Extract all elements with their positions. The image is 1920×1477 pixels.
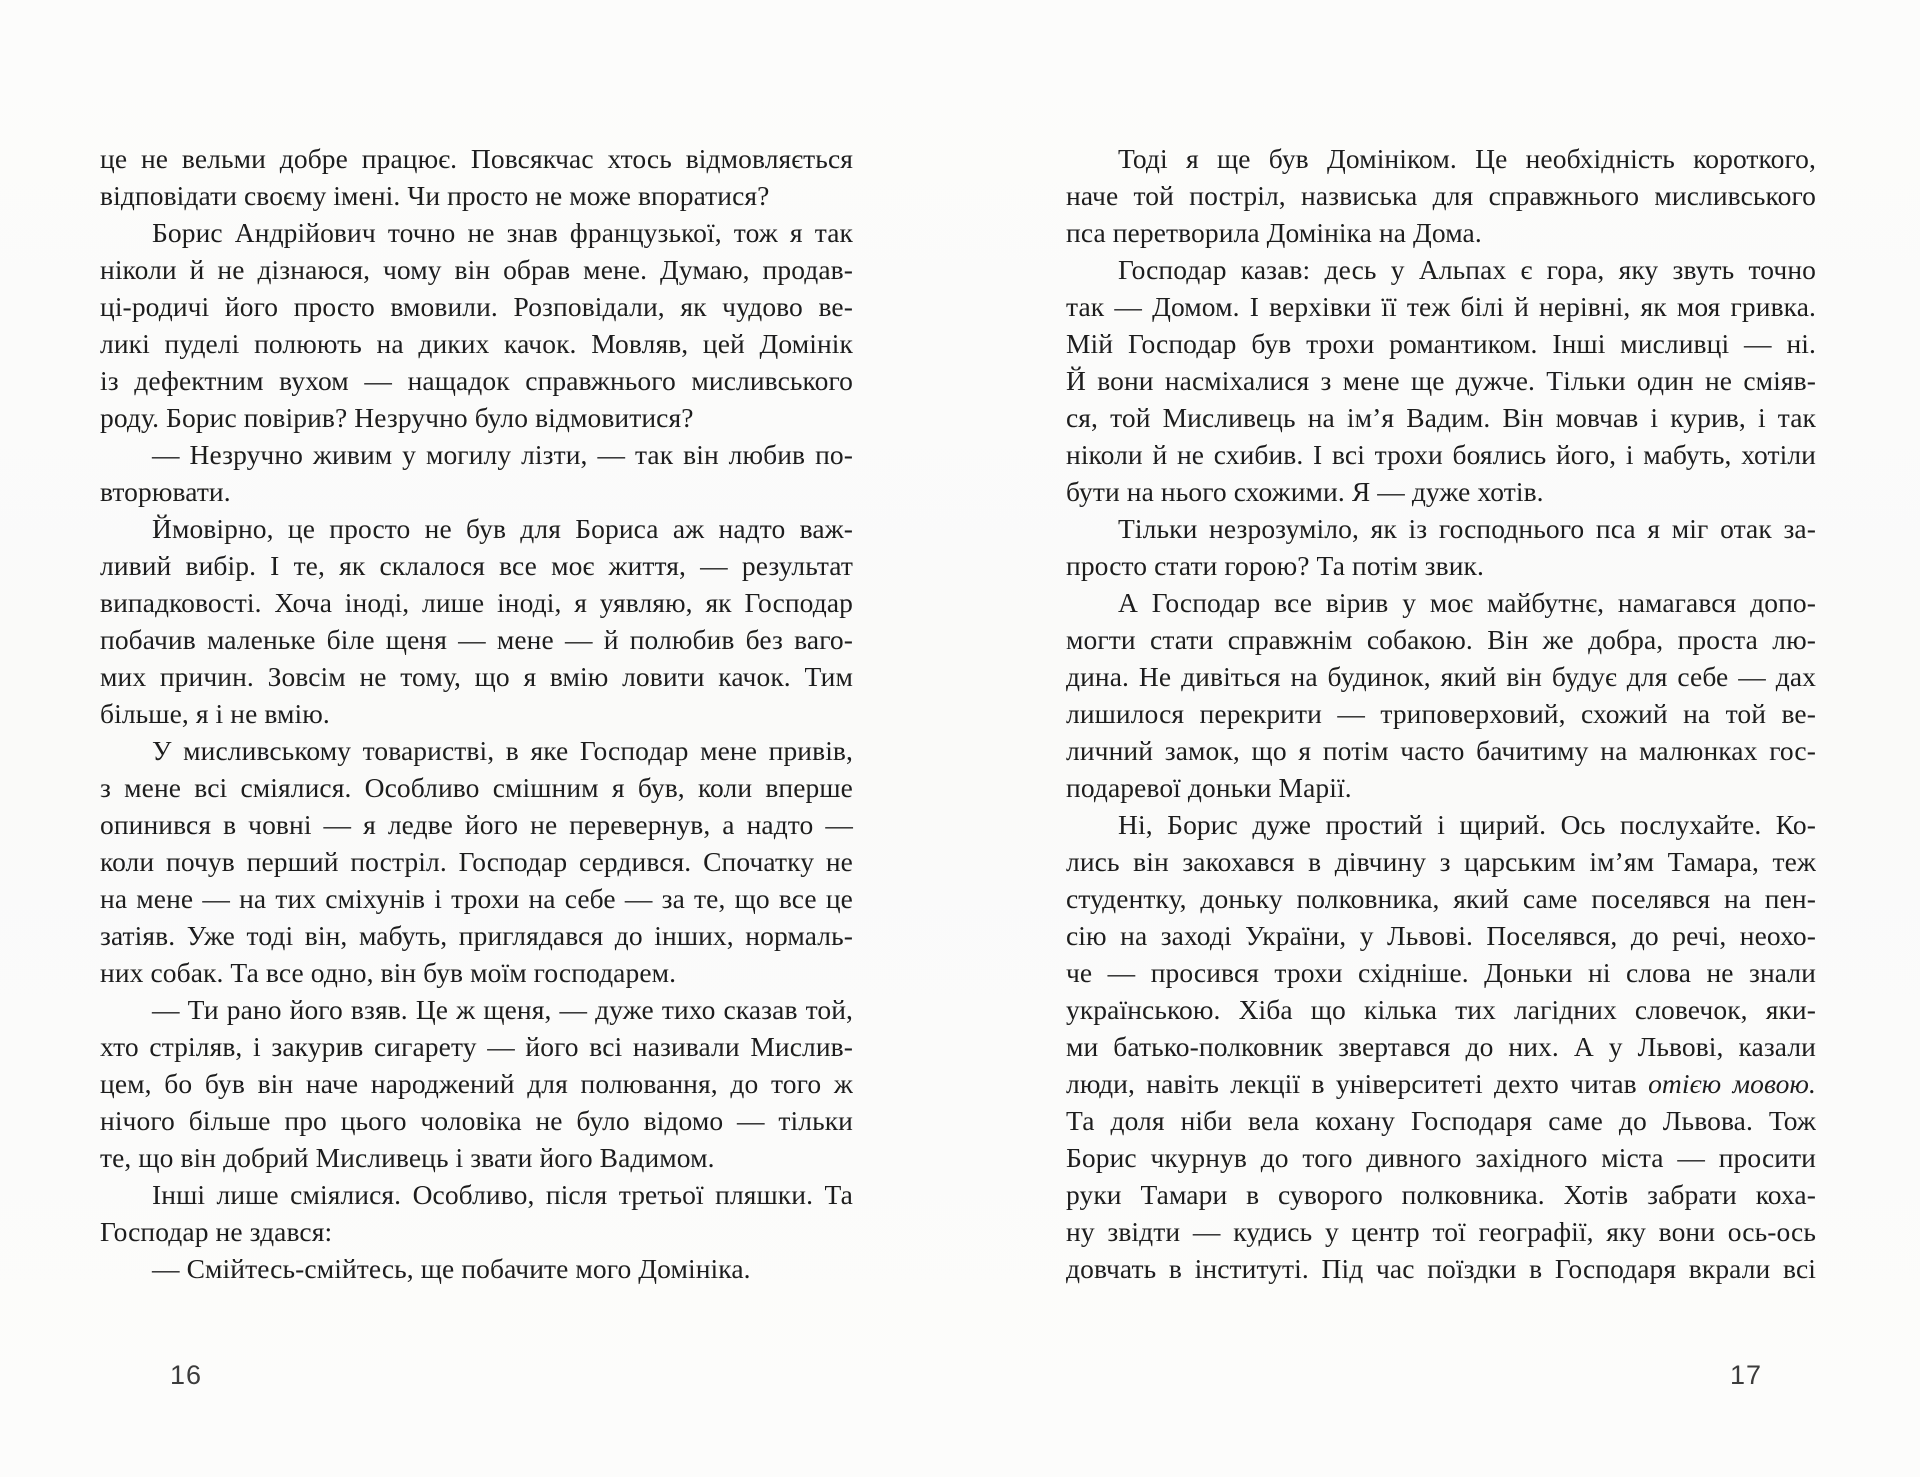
text-segment: хто стріляв, і закурив сигарету — його всі називали Мислив- [100,1031,853,1062]
text-line [1066,843,1816,880]
text-line [100,695,853,732]
text-segment: могти стати справжнім собакою. Він же добра, проста лю- [1066,624,1816,655]
text-segment: ніколи й не схибив. І всі трохи боялись його, і мабуть, хотіли [1066,439,1816,470]
text-line [1066,288,1816,325]
text-segment: А Господар все вірив у моє майбутнє, намагався допо- [1118,587,1816,618]
text-line [100,1102,853,1139]
text-segment: опинився в човні — я ледве його не перевернув, а надто — [100,809,853,840]
text-segment: люди, навіть лекції в університеті дехто читав [1066,1068,1649,1099]
text-segment: них собак. Та все одно, він був моїм господарем. [100,957,677,988]
text-segment: руки Тамари в суворого полковника. Хотів забрати коха- [1066,1179,1816,1210]
text-segment: нічого більше про цього чоловіка не було відомо — тільки [100,1105,853,1136]
page-number-left: 16 [170,1360,203,1390]
text-segment: Ймовірно, це просто не був для Бориса аж надто важ- [152,513,853,544]
text-segment: довчать в інституті. Під час поїздки в Господаря вкрали всі [1066,1253,1816,1284]
text-line [100,177,853,214]
text-line [1066,436,1816,473]
text-line [100,140,853,177]
text-line [1066,658,1816,695]
text-line [1066,1139,1816,1176]
text-line [1066,473,1816,510]
text-segment: бути на нього схожими. Я — дуже хотів. [1066,476,1544,507]
text-segment: просто стати горою? Та потім звик. [1066,550,1484,581]
text-line [100,658,853,695]
text-line [100,288,853,325]
text-line [100,843,853,880]
text-line [100,251,853,288]
text-line [1066,177,1816,214]
text-line [1066,806,1816,843]
text-line [100,954,853,991]
text-line [100,473,853,510]
text-segment: дина. Не дивіться на будинок, який він будує для себе — дах [1066,661,1816,692]
text-line [100,1139,853,1176]
text-segment: ну звідти — кудись у центр тої географії, яку вони ось-ось [1066,1216,1816,1247]
text-segment: — Незручно живим у могилу лізти, — так він любив по- [152,439,853,470]
text-line [1066,991,1816,1028]
text-segment: студентку, доньку полковника, який саме поселявся на пен- [1066,883,1816,914]
text-segment: українською. Хіба що кілька тих лагідних словечок, яки- [1066,994,1816,1025]
text-segment: Інші лише сміялися. Особливо, після третьої пляшки. Та [152,1179,853,1210]
text-segment: пса перетворила Домініка на Дома. [1066,217,1482,248]
text-line [100,325,853,362]
text-line [100,362,853,399]
text-segment: відповідати своєму імені. Чи просто не може впоратися? [100,180,770,211]
text-line [100,1213,853,1250]
text-segment: — Смійтесь-смійтесь, ще побачите мого Домініка. [152,1253,751,1284]
text-line [1066,917,1816,954]
text-segment: роду. Борис повірив? Незручно було відмовитися? [100,402,694,433]
text-line [100,769,853,806]
text-line [100,1176,853,1213]
text-line [100,510,853,547]
text-line [1066,954,1816,991]
text-line [100,547,853,584]
text-line [1066,140,1816,177]
text-segment: лись він закохався в дівчину з царським ім’ям Тамара, теж [1066,846,1816,877]
page-right [960,0,1920,1477]
text-segment: У мисливському товаристві, в яке Господар мене привів, [152,735,853,766]
text-segment: Тільки незрозуміло, як із господнього пса я міг отак за- [1118,513,1816,544]
text-line [1066,251,1816,288]
text-segment: затіяв. Уже тоді він, мабуть, приглядався до інших, нормаль- [100,920,853,951]
text-line [1066,510,1816,547]
text-line [100,917,853,954]
text-segment: Та доля ніби вела кохану Господаря саме до Львова. Тож [1066,1105,1816,1136]
text-line [100,436,853,473]
text-line [1066,1250,1816,1287]
text-segment: коли почув перший постріл. Господар сердився. Спочатку не [100,846,853,877]
text-segment: ся, той Мисливець на ім’я Вадим. Він мовчав і курив, і так [1066,402,1816,433]
text-segment: це не вельми добре працює. Повсякчас хтось відмовляється [100,143,853,174]
text-line [1066,621,1816,658]
text-segment: ніколи й не дізнаюся, чому він обрав мене. Думаю, продав- [100,254,853,285]
text-segment: ликі пуделі полюють на диких качок. Мовляв, цей Домінік [100,328,853,359]
text-line [100,1065,853,1102]
text-segment: цем, бо був він наче народжений для полювання, до того ж [100,1068,853,1099]
text-line [1066,732,1816,769]
text-segment: більше, я і не вмію. [100,698,330,729]
text-line [1066,769,1816,806]
text-line [100,806,853,843]
text-line [100,1250,853,1287]
text-segment: вторювати. [100,476,231,507]
text-line [1066,1065,1816,1102]
text-line [100,880,853,917]
text-segment: Ні, Борис дуже простий і щирий. Ось послухайте. Ко- [1118,809,1816,840]
text-segment: Борис Андрійович точно не знав французької, тож я так [152,217,853,248]
text-line [1066,880,1816,917]
text-line [1066,547,1816,584]
text-segment: Борис чкурнув до того дивного західного міста — просити [1066,1142,1816,1173]
text-segment: Мій Господар був трохи романтиком. Інші мисливці — ні. [1066,328,1816,359]
page-left-text [100,140,853,1287]
text-line [1066,1028,1816,1065]
page-right-text [1066,140,1816,1287]
text-segment: з мене всі сміялися. Особливо смішним я був, коли вперше [100,772,853,803]
text-segment: ливий вибір. І те, як склалося все моє життя, — результат [100,550,853,581]
text-line [100,621,853,658]
text-segment: сію на заході України, у Львові. Поселявся, до речі, неохо- [1066,920,1816,951]
text-segment: личний замок, що я потім часто бачитиму на малюнках гос- [1066,735,1816,766]
text-line [1066,399,1816,436]
text-line [1066,362,1816,399]
text-line [100,1028,853,1065]
text-segment: так — Домом. І верхівки її теж білі й нерівні, як моя гривка. [1066,291,1816,322]
text-segment: випадковості. Хоча іноді, лише іноді, я уявляю, як Господар [100,587,853,618]
text-line [1066,1213,1816,1250]
text-line [1066,695,1816,732]
text-line [100,399,853,436]
text-line [100,732,853,769]
text-segment: — Ти рано його взяв. Це ж щеня, — дуже тихо сказав той, [152,994,853,1025]
text-line [1066,1102,1816,1139]
text-line [100,214,853,251]
text-line [1066,1176,1816,1213]
text-segment: лишилося перекрити — триповерховий, схожий на той ве- [1066,698,1816,729]
text-segment: ми батько-полковник звертався до них. А у Львові, казали [1066,1031,1816,1062]
text-segment: Й вони насміхалися з мене ще дужче. Тільки один не сміяв- [1066,365,1816,396]
text-line [1066,584,1816,621]
text-segment: Тоді я ще був Домініком. Це необхідність короткого, [1118,143,1816,174]
page-number-right: 17 [1730,1360,1763,1390]
text-line [100,991,853,1028]
text-segment-italic: отією мовою. [1648,1068,1816,1099]
text-line [1066,214,1816,251]
text-line [100,584,853,621]
text-segment: Господар не здався: [100,1216,333,1247]
text-segment: наче той постріл, назвиська для справжнього мисливського [1066,180,1816,211]
text-segment: на мене — на тих сміхунів і трохи на себе — за те, що все це [100,883,853,914]
text-segment: із дефектним вухом — нащадок справжнього мисливського [100,365,853,396]
text-segment: подаревої доньки Марії. [1066,772,1352,803]
text-segment: побачив маленьке біле щеня — мене — й полюбив без ваго- [100,624,853,655]
text-segment: те, що він добрий Мисливець і звати його Вадимом. [100,1142,715,1173]
text-segment: мих причин. Зовсім не тому, що я вмію ловити качок. Тим [100,661,853,692]
text-segment: Господар казав: десь у Альпах є гора, яку звуть точно [1118,254,1816,285]
text-segment: че — просився трохи східніше. Доньки ні слова не знали [1066,957,1816,988]
text-line [1066,325,1816,362]
text-segment: ці-родичі його просто вмовили. Розповідали, як чудово ве- [100,291,853,322]
